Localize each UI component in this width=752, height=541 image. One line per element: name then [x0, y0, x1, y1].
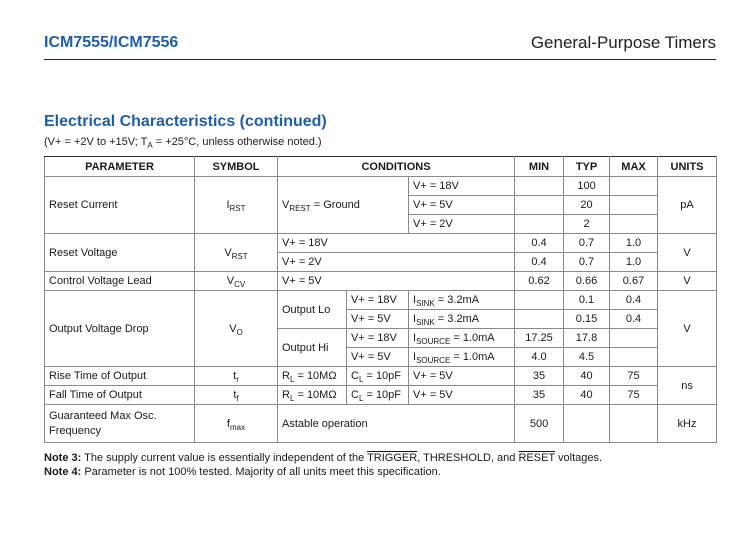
max-cell: 75	[610, 367, 658, 386]
table-row	[45, 386, 717, 405]
min-cell: 0.4	[515, 253, 564, 272]
typ-cell: 40	[564, 367, 610, 386]
condition-cell: $V_{REST}$ = Ground	[278, 177, 409, 234]
typ-cell: 0.1	[564, 291, 610, 310]
condition-cell: V+ = 18V	[278, 234, 515, 253]
condition-cell: $I_{SOURCE} = 1.0mA$	[409, 329, 515, 348]
param-cell: Control Voltage Lead	[45, 272, 195, 291]
footnotes	[44, 451, 602, 479]
section-title: Electrical Characteristics (continued)	[44, 113, 327, 130]
condition-cell: Output Lo	[278, 291, 347, 329]
col-header-conditions: CONDITIONS	[278, 157, 515, 177]
min-cell: 500	[515, 405, 564, 443]
condition-cell: V+ = 5V	[347, 310, 409, 329]
typ-cell: 40	[564, 386, 610, 405]
note-4: Note 4: Parameter is not 100% tested. Majority of all units meet this specification.	[44, 466, 441, 478]
typ-cell	[564, 405, 610, 443]
condition-cell: $C_L = 10pF$	[347, 386, 409, 405]
symbol-cell: $V_O$	[195, 291, 278, 367]
max-cell: 0.67	[610, 272, 658, 291]
condition-cell: V+ = 2V	[409, 215, 515, 234]
max-cell: 75	[610, 386, 658, 405]
typ-cell: 20	[564, 196, 610, 215]
col-header-max: MAX	[610, 157, 658, 177]
max-cell	[610, 177, 658, 196]
min-cell	[515, 215, 564, 234]
min-cell: 0.4	[515, 234, 564, 253]
table-row	[45, 291, 717, 310]
symbol-cell: $V_{CV}$	[195, 272, 278, 291]
max-cell	[610, 215, 658, 234]
min-cell: 0.62	[515, 272, 564, 291]
units-cell: V	[658, 234, 717, 272]
col-header-min: MIN	[515, 157, 564, 177]
max-cell: 0.4	[610, 291, 658, 310]
typ-cell: 0.15	[564, 310, 610, 329]
condition-cell: $I_{SINK} = 3.2mA$	[409, 291, 515, 310]
min-cell: 4.0	[515, 348, 564, 367]
col-header-parameter: PARAMETER	[45, 157, 195, 177]
section-conditions: (V+ = +2V to +15V; $T_A = +25^\circ C$, unless otherwise noted.)	[44, 136, 322, 150]
typ-cell: 0.66	[564, 272, 610, 291]
condition-cell: V+ = 18V	[347, 329, 409, 348]
condition-cell: V+ = 5V	[347, 348, 409, 367]
units-cell: ns	[658, 367, 717, 405]
symbol-cell: $V_{RST}$	[195, 234, 278, 272]
symbol-cell: $f_{max}$	[195, 405, 278, 443]
condition-cell: V+ = 5V	[409, 196, 515, 215]
min-cell: 17.25	[515, 329, 564, 348]
typ-cell: 17.8	[564, 329, 610, 348]
table-row	[45, 367, 717, 386]
min-cell	[515, 291, 564, 310]
param-cell: Reset Voltage	[45, 234, 195, 272]
typ-cell: 0.7	[564, 234, 610, 253]
condition-cell: $R_L = 10M\Omega$	[278, 386, 347, 405]
table-row	[45, 272, 717, 291]
min-cell	[515, 196, 564, 215]
part-number: ICM7555/ICM7556	[44, 34, 179, 51]
typ-cell: 0.7	[564, 253, 610, 272]
max-cell: 0.4	[610, 310, 658, 329]
max-cell: 1.0	[610, 234, 658, 253]
condition-cell: Output Hi	[278, 329, 347, 367]
condition-cell: V+ = 5V	[409, 386, 515, 405]
table-row	[45, 405, 717, 443]
param-cell: Fall Time of Output	[45, 386, 195, 405]
condition-cell: $I_{SOURCE} = 1.0mA$	[409, 348, 515, 367]
condition-cell: V+ = 2V	[278, 253, 515, 272]
param-cell: Reset Current	[45, 177, 195, 234]
document-title: General-Purpose Timers	[530, 33, 716, 52]
symbol-cell: $I_{RST}$	[195, 177, 278, 234]
condition-cell: $I_{SINK} = 3.2mA$	[409, 310, 515, 329]
header-rule	[44, 59, 716, 60]
typ-cell: 4.5	[564, 348, 610, 367]
max-cell	[610, 329, 658, 348]
note-3: Note 3: The supply current value is essentially independent of the TRIGGER, THRESHOLD, and RESET voltages.	[44, 452, 603, 464]
table-row	[45, 177, 717, 196]
typ-cell: 100	[564, 177, 610, 196]
condition-cell: V+ = 5V	[409, 367, 515, 386]
min-cell: 35	[515, 386, 564, 405]
table-header-row	[45, 157, 717, 177]
max-cell	[610, 196, 658, 215]
table-row	[45, 234, 717, 253]
condition-cell: Astable operation	[278, 405, 515, 443]
condition-cell: $C_L = 10pF$	[347, 367, 409, 386]
max-cell	[610, 348, 658, 367]
symbol-cell: $t_f$	[195, 386, 278, 405]
units-cell: pA	[658, 177, 717, 234]
min-cell	[515, 310, 564, 329]
col-header-symbol: SYMBOL	[195, 157, 278, 177]
param-cell: Output Voltage Drop	[45, 291, 195, 367]
units-cell: V	[658, 291, 717, 367]
max-cell: 1.0	[610, 253, 658, 272]
condition-cell: V+ = 18V	[409, 177, 515, 196]
min-cell	[515, 177, 564, 196]
col-header-typ: TYP	[564, 157, 610, 177]
condition-cell: V+ = 5V	[278, 272, 515, 291]
param-cell: Rise Time of Output	[45, 367, 195, 386]
min-cell: 35	[515, 367, 564, 386]
electrical-characteristics-table	[44, 156, 717, 443]
typ-cell: 2	[564, 215, 610, 234]
units-cell: V	[658, 272, 717, 291]
max-cell	[610, 405, 658, 443]
condition-cell: V+ = 18V	[347, 291, 409, 310]
condition-cell: $R_L = 10M\Omega$	[278, 367, 347, 386]
units-cell: kHz	[658, 405, 717, 443]
param-cell: Guaranteed Max Osc. Frequency	[45, 405, 195, 443]
symbol-cell: $t_r$	[195, 367, 278, 386]
col-header-units: UNITS	[658, 157, 717, 177]
